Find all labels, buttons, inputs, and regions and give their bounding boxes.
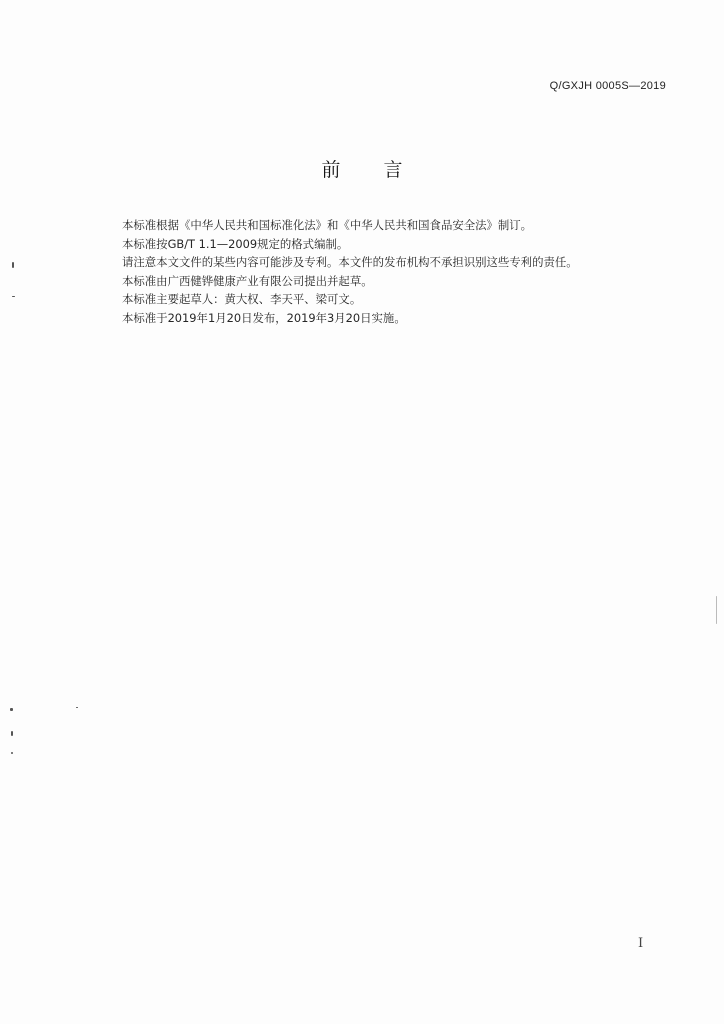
title-char-1: 前 <box>321 159 341 181</box>
page-number: I <box>638 936 644 951</box>
foreword-body <box>122 216 682 328</box>
scan-mark <box>11 731 13 736</box>
foreword-line-format: 本标准按GB/T 1.1—2009规定的格式编制。 <box>122 236 349 251</box>
scan-mark <box>76 707 78 708</box>
scan-mark <box>11 752 13 754</box>
scan-mark <box>12 296 15 297</box>
scan-mark <box>10 708 13 711</box>
foreword-line-patent: 请注意本文文件的某些内容可能涉及专利。本文件的发布机构不承担识别这些专利的责任。 <box>122 255 578 270</box>
scan-mark <box>716 596 717 624</box>
scan-mark <box>12 262 14 268</box>
standard-code: Q/GXJH 0005S—2019 <box>549 80 666 92</box>
foreword-line-proposer: 本标准由广西健铧健康产业有限公司提出并起草。 <box>122 273 373 288</box>
foreword-line-dates: 本标准于2019年1月20日发布，2019年3月20日实施。 <box>122 310 406 325</box>
foreword-line-basis: 本标准根据《中华人民共和国标准化法》和《中华人民共和国食品安全法》制订。 <box>122 218 533 232</box>
title-char-2: 言 <box>383 159 403 181</box>
foreword-line-drafters: 本标准主要起草人：黄大权、李天平、梁可文。 <box>122 292 362 307</box>
page-title <box>0 155 724 182</box>
